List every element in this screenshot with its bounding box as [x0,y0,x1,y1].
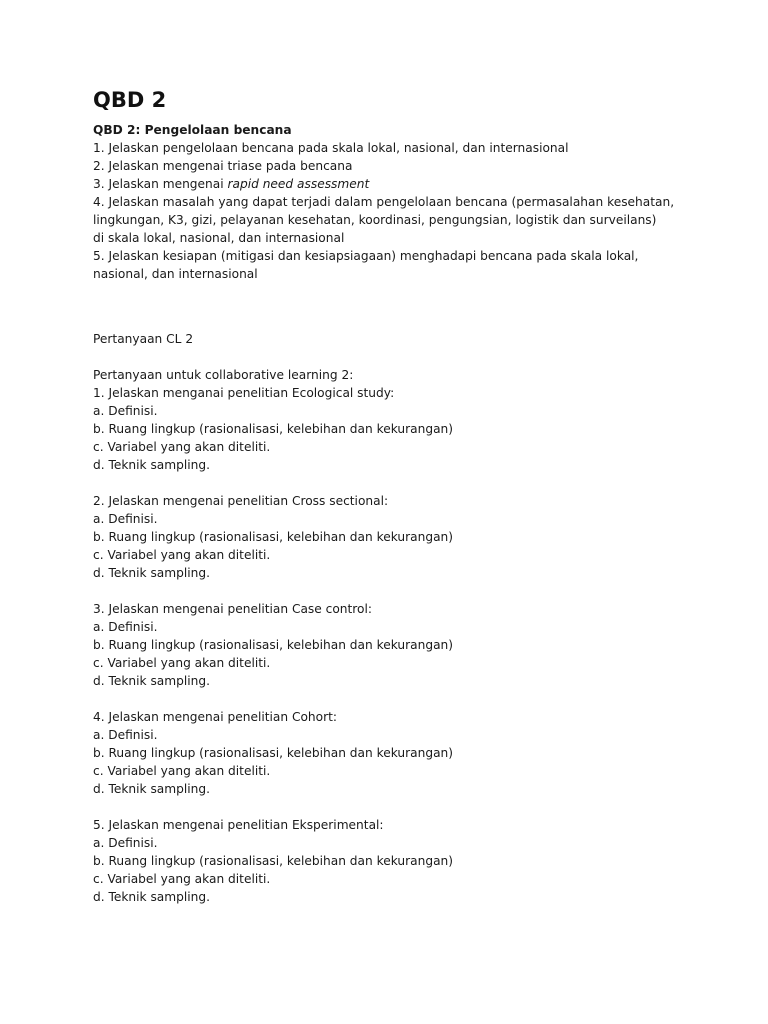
qbd-item-3-prefix: 3. Jelaskan mengenai [93,177,228,191]
qbd-item-3 [93,175,733,193]
cl-section [93,330,733,906]
cl-question-4-c: c. Variabel yang akan diteliti. [93,764,271,778]
qbd-item-2: 2. Jelaskan mengenai triase pada bencana [93,159,353,173]
cl-question-3-title: 3. Jelaskan mengenai penelitian Case control: [93,602,373,616]
cl-question-2-a: a. Definisi. [93,512,158,526]
cl-intro: Pertanyaan untuk collaborative learning 2: [93,368,354,382]
cl-question-3-d: d. Teknik sampling. [93,674,210,688]
cl-question-4-a: a. Definisi. [93,728,158,742]
qbd-item-4-line-1: 4. Jelaskan masalah yang dapat terjadi dalam pengelolaan bencana (permasalahan kesehatan, [93,195,675,209]
qbd-heading: QBD 2: Pengelolaan bencana [93,123,292,137]
cl-question-5-c: c. Variabel yang akan diteliti. [93,872,271,886]
cl-question-1-c: c. Variabel yang akan diteliti. [93,440,271,454]
cl-question-5-d: d. Teknik sampling. [93,890,210,904]
cl-question-1-d: d. Teknik sampling. [93,458,210,472]
cl-question-2-title: 2. Jelaskan mengenai penelitian Cross sectional: [93,494,389,508]
qbd-item-5-line-2: nasional, dan internasional [93,267,258,281]
cl-question-5-title: 5. Jelaskan mengenai penelitian Eksperimental: [93,818,384,832]
cl-question-2-d: d. Teknik sampling. [93,566,210,580]
cl-question-1-b: b. Ruang lingkup (rasionalisasi, kelebihan dan kekurangan) [93,422,454,436]
cl-question-2-b: b. Ruang lingkup (rasionalisasi, kelebihan dan kekurangan) [93,530,454,544]
cl-question-3-a: a. Definisi. [93,620,158,634]
qbd-item-1: 1. Jelaskan pengelolaan bencana pada skala lokal, nasional, dan internasional [93,141,569,155]
cl-question-1-title: 1. Jelaskan menganai penelitian Ecological study: [93,386,395,400]
cl-question-3-c: c. Variabel yang akan diteliti. [93,656,271,670]
cl-question-3-b: b. Ruang lingkup (rasionalisasi, kelebihan dan kekurangan) [93,638,454,652]
cl-heading: Pertanyaan CL 2 [93,332,194,346]
cl-question-5-b: b. Ruang lingkup (rasionalisasi, kelebihan dan kekurangan) [93,854,454,868]
cl-question-1-a: a. Definisi. [93,404,158,418]
qbd-item-3-italic: rapid need assessment [227,177,370,191]
qbd-item-4-line-2: lingkungan, K3, gizi, pelayanan kesehatan, koordinasi, pengungsian, logistik dan surveilans) [93,213,657,227]
cl-question-4-b: b. Ruang lingkup (rasionalisasi, kelebihan dan kekurangan) [93,746,454,760]
document-title: QBD 2 [93,88,167,112]
cl-question-5-a: a. Definisi. [93,836,158,850]
cl-question-4-title: 4. Jelaskan mengenai penelitian Cohort: [93,710,337,724]
qbd-item-4-line-3: di skala lokal, nasional, dan internasional [93,231,345,245]
qbd-item-5-line-1: 5. Jelaskan kesiapan (mitigasi dan kesiapsiagaan) menghadapi bencana pada skala lokal, [93,249,639,263]
qbd-section [93,121,733,283]
cl-question-4-d: d. Teknik sampling. [93,782,210,796]
cl-question-2-c: c. Variabel yang akan diteliti. [93,548,271,562]
